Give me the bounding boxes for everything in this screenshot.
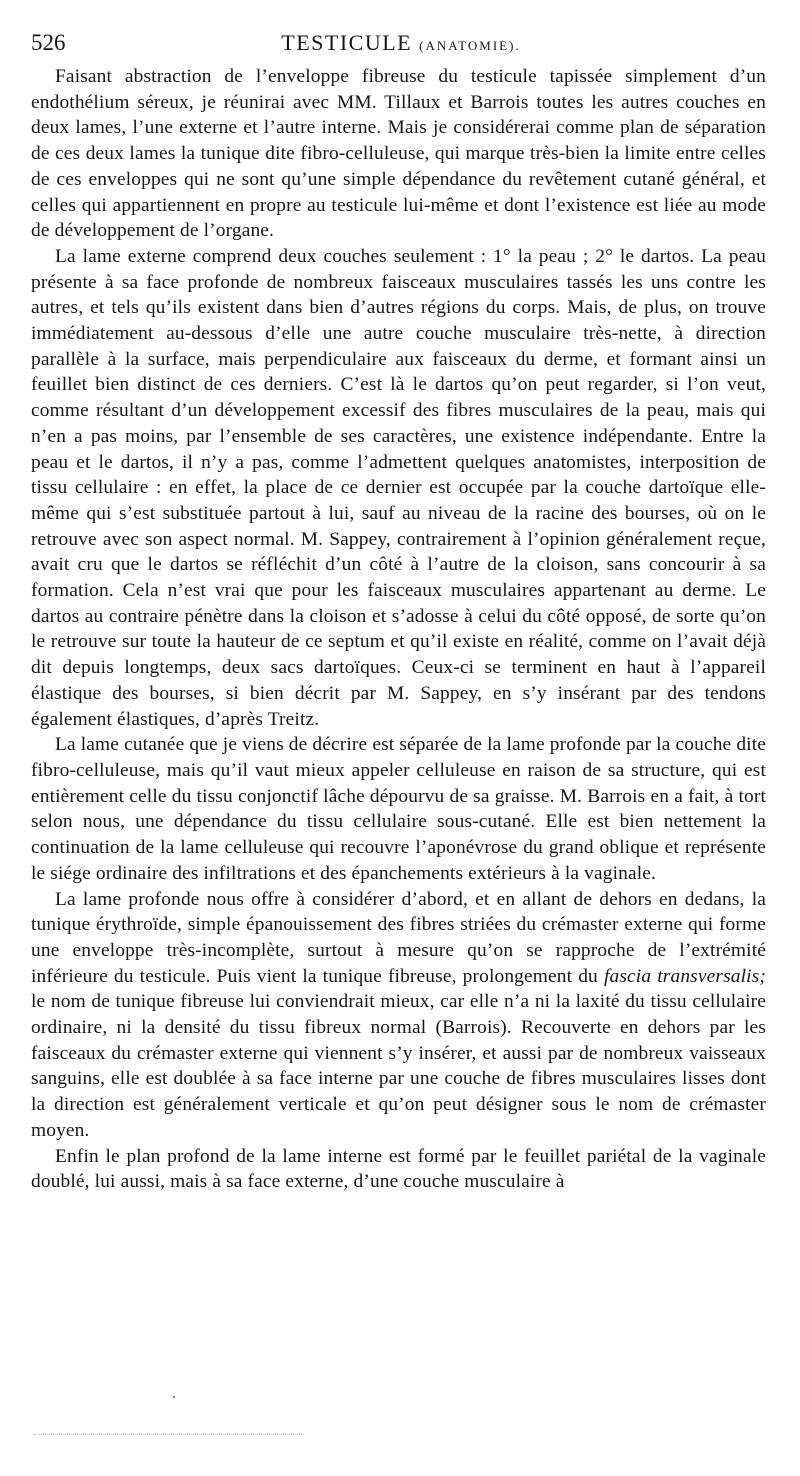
footer-print-artifact <box>34 1434 304 1441</box>
paragraph-4-italic-term: fascia transversalis; <box>603 965 766 987</box>
running-title-subtitle: (ANATOMIE). <box>419 38 521 53</box>
body-text <box>31 64 766 1195</box>
paragraph-4-text-a: La lame profonde nous offre à considérer d’abord, et en allant de dehors en dedans, la tunique érythroïde, simple épanouissement des fibres striées du crémaster externe qui forme une enveloppe très-incomplète, surtout à mesure qu’on se rapproche de l’extrémité inférieure du testicule. Puis vient la tunique fibreuse, prolongement du <box>31 888 766 987</box>
page-number: 526 <box>31 30 66 55</box>
running-header <box>31 30 771 58</box>
paragraph-4 <box>31 887 766 1144</box>
running-title-main: TESTICULE <box>281 30 413 55</box>
print-speck <box>173 1396 175 1398</box>
paragraph-2: La lame externe comprend deux couches seulement : 1° la peau ; 2° le dartos. La peau présente à sa face profonde de nombreux faisceaux musculaires tassés les uns contre les autres, et tels qu’ils existent dans bien d’autres régions du corps. Mais, de plus, on trouve immédiatement au-dessous d’elle une autre couche musculaire très-nette, à direction parallèle à la surface, mais perpendiculaire aux faisceaux du derme, et formant ainsi un feuillet bien distinct de ces derniers. C’est là le dartos qu’on peut regarder, si l’on veut, comme résultant d’un développement excessif des fibres musculaires de la peau, mais qui n’en a pas moins, par l’ensemble de ses caractères, une existence indépendante. Entre la peau et le dartos, il n’y a pas, comme l’admettent quelques anatomistes, interposition de tissu cellulaire : en effet, la place de ce dernier est occupée par la couche dartoïque elle-même qui s’est substituée partout à lui, sauf au niveau de la racine des bourses, où on le retrouve avec son aspect normal. M. Sappey, contrairement à l’opinion généralement reçue, avait cru que le dartos se réfléchit d’un côté à l’autre de la cloison, sans concourir à sa formation. Cela n’est vrai que pour les faisceaux musculaires appartenant au derme. Le dartos au contraire pénètre dans la cloison et s’adosse à celui du côté opposé, de sorte qu’on le retrouve sur toute la hauteur de ce septum et qu’il existe en réalité, comme on l’avait déjà dit depuis longtemps, deux sacs dartoïques. Ceux-ci se terminent en haut à l’appareil élastique des bourses, si bien décrit par M. Sappey, en s’y insérant par des tendons également élastiques, d’après Treitz. <box>31 245 766 730</box>
paragraph-4-text-b: le nom de tunique fibreuse lui conviendrait mieux, car elle n’a ni la laxité du tissu cellulaire ordinaire, ni la densité du tissu fibreux normal (Barrois). Recouverte en dehors par les faisceaux du crémaster externe qui viennent s’y insérer, et aussi par de nombreux vaisseaux sanguins, elle est doublée à sa face interne par une couche de fibres musculaires lisses dont la direction est généralement verticale et qu’on peut désigner sous le nom de crémaster moyen. <box>31 991 766 1141</box>
paragraph-1: Faisant abstraction de l’enveloppe fibreuse du testicule tapissée simplement d’un endothélium séreux, je réunirai avec MM. Tillaux et Barrois toutes les autres couches en deux lames, l’une externe et l’autre interne. Mais je considérerai comme plan de séparation de ces deux lames la tunique dite fibro-celluleuse, qui marque très-bien la limite entre celles de ces enveloppes qui ne sont qu’une simple dépendance du revêtement cutané général, et celles qui appartiennent en propre au testicule lui-même et dont l’existence est liée au mode de développement de l’organe. <box>31 66 766 242</box>
paragraph-3: La lame cutanée que je viens de décrire est séparée de la lame profonde par la couche dite fibro-celluleuse, mais qu’il vaut mieux appeler celluleuse en raison de sa structure, qui est entièrement celle du tissu conjonctif lâche dépourvu de sa graisse. M. Barrois en a fait, à tort selon nous, une dépendance du tissu cellulaire sous-cutané. Elle est bien nettement la continuation de la lame celluleuse qui recouvre l’aponévrose du grand oblique et représente le siége ordinaire des infiltrations et des épanchements extérieurs à la vaginale. <box>31 734 766 884</box>
paragraph-5: Enfin le plan profond de la lame interne est formé par le feuillet pariétal de la vaginale doublé, lui aussi, mais à sa face externe, d’une couche musculaire à <box>31 1145 766 1193</box>
running-title <box>31 30 771 56</box>
